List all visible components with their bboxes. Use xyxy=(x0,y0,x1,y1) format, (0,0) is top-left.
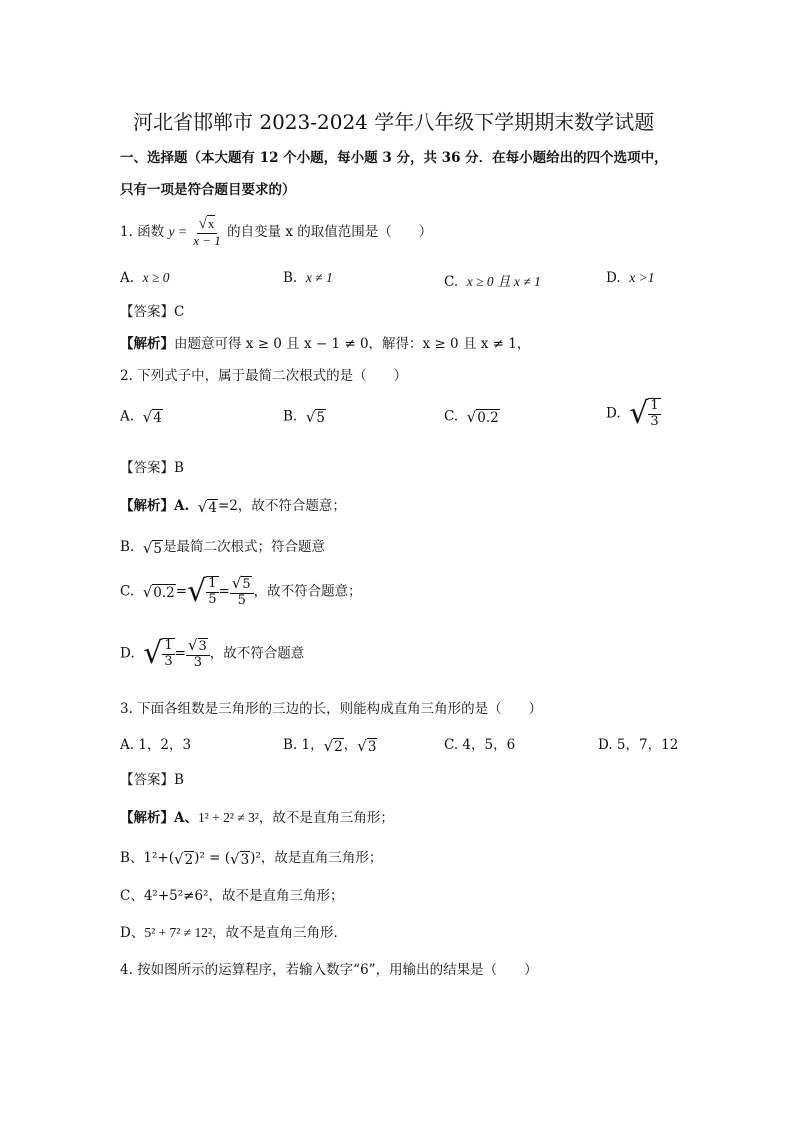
q2-option-b: B. √5 xyxy=(283,408,325,426)
q2-option-d: D. √ $\frac{1}{3}$ xyxy=(606,395,659,431)
q3-explanation-c: C、4²+5²≠6²，故不是直角三角形； xyxy=(120,888,344,904)
question-1-frac-den: x − 1 xyxy=(193,233,221,249)
question-2-stem: 2. 下列式子中，属于最简二次根式的是（ ） xyxy=(120,368,408,384)
q2-explanation-a: 【解析】A. √4=2，故不符合题意； xyxy=(120,497,346,516)
q1-option-a: A. x ≥ 0 xyxy=(120,270,170,286)
question-1-formula-y: y = xyxy=(168,224,187,240)
question-1-number: 1. xyxy=(120,224,133,241)
q3-option-c: C. 4，5，6 xyxy=(444,737,516,753)
q3-explanation-d: D、5² + 7² ≠ 12²，故不是直角三角形． xyxy=(120,925,347,941)
q3-answer: 【答案】B xyxy=(120,772,184,788)
q3-option-d: D. 5，7，12 xyxy=(598,737,679,753)
q1-option-b: B. x ≠ 1 xyxy=(283,270,333,286)
question-1-prefix: 函数 xyxy=(137,224,165,241)
question-4-stem: 4. 按如图所示的运算程序，若输入数字“6”，用输出的结果是（ ） xyxy=(120,962,538,978)
section-heading-line1: 一、选择题（本大题有 12 个小题，每小题 3 分，共 36 分．在每小题给出的四个选项中， xyxy=(120,150,668,166)
q3-option-a: A. 1，2，3 xyxy=(120,737,192,753)
question-1-fraction: $\frac{√x}{x - 1}$ xyxy=(193,216,221,249)
q3-explanation-b: B、1²+(√2)² = (√3)²，故是直角三角形； xyxy=(120,849,383,868)
q2-explanation-c: C. √0.2= √ $\frac{1}{5}$ = $\frac{√5}{5}$ ，故不符合题意； xyxy=(120,573,362,609)
q1-option-d: D. x >1 xyxy=(606,270,655,286)
q2-option-c: C. √0.2 xyxy=(444,408,499,426)
page-title: 河北省邯郸市 2023-2024 学年八年级下学期期末数学试题 xyxy=(133,110,655,134)
q1-answer: 【答案】C xyxy=(120,304,185,320)
question-3-stem: 3. 下面各组数是三角形的三边的长，则能构成直角三角形的是（ ） xyxy=(120,701,543,717)
q2-answer: 【答案】B xyxy=(120,460,184,476)
question-1-stem xyxy=(120,216,432,249)
question-1-frac-num: x xyxy=(207,216,215,231)
q2-option-a: A. √4 xyxy=(120,408,162,426)
question-1-suffix: 的自变量 x 的取值范围是（ ） xyxy=(227,224,433,241)
q1-option-c: C. x ≥ 0 且 x ≠ 1 xyxy=(444,274,541,290)
q2-explanation-b: B. √5是最简二次根式；符合题意 xyxy=(120,538,325,557)
q3-explanation-a: 【解析】A、1² + 2² ≠ 3²，故不是直角三角形； xyxy=(120,810,394,826)
q3-option-b: B. 1，√2，√3 xyxy=(283,736,377,755)
section-heading-line2: 只有一项是符合题目要求的） xyxy=(120,182,296,198)
q2-explanation-d: D. √ $\frac{1}{3}$ = $\frac{√3}{3}$ ，故不符合题意 xyxy=(120,635,305,671)
q1-explanation: 【解析】由题意可得 x ≥ 0 且 x − 1 ≠ 0，解得：x ≥ 0 且 x ≠ 1， xyxy=(120,336,531,352)
